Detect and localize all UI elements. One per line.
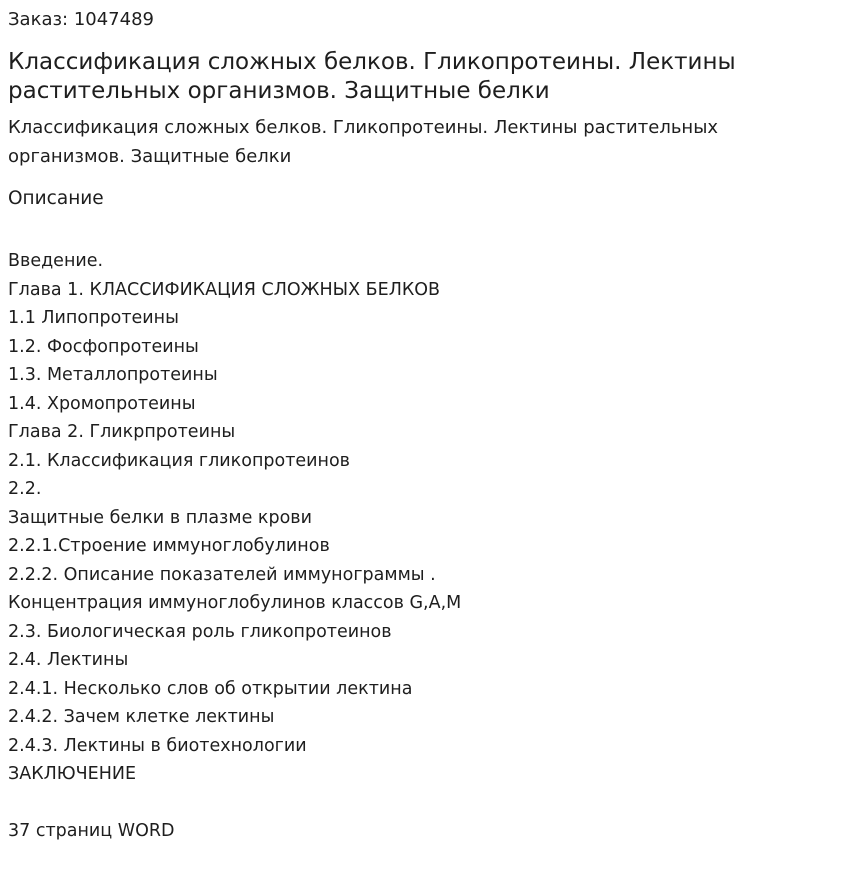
toc-item: 2.4.2. Зачем клетке лектины bbox=[8, 707, 275, 727]
toc-item: Введение. bbox=[8, 251, 104, 271]
toc-item: 2.4.1. Несколько слов об открытии лектина bbox=[8, 678, 413, 699]
page-title: Классификация сложных белков. Гликопротеины. Лектины растительных организмов. Защитные белки bbox=[8, 49, 736, 104]
toc-item: 1.1 Липопротеины bbox=[8, 308, 179, 328]
page-count: 37 страниц WORD bbox=[8, 821, 175, 841]
toc-item: 1.3. Металлопротеины bbox=[8, 365, 218, 385]
toc-item: 2.2.1.Строение иммуноглобулинов bbox=[8, 536, 330, 556]
toc-item: 2.3. Биологическая роль гликопротеинов bbox=[8, 621, 392, 642]
order-number: Заказ: 1047489 bbox=[8, 9, 154, 30]
toc-item: Глава 1. КЛАССИФИКАЦИЯ СЛОЖНЫХ БЕЛКОВ bbox=[8, 279, 441, 300]
toc-item: Защитные белки в плазме крови bbox=[8, 507, 312, 528]
toc-item: ЗАКЛЮЧЕНИЕ bbox=[8, 764, 137, 784]
toc-item: 2.4.3. Лектины в биотехнологии bbox=[8, 735, 307, 756]
toc-item: 1.4. Хромопротеины bbox=[8, 393, 196, 414]
description-heading: Описание bbox=[8, 188, 104, 209]
toc-item: Глава 2. Гликрпротеины bbox=[8, 422, 236, 442]
page-subtitle: Классификация сложных белков. Гликопротеины. Лектины растительных организмов. Защитные белки bbox=[8, 117, 719, 167]
toc-item: Концентрация иммуноглобулинов классов G,A,M bbox=[8, 593, 462, 613]
table-of-contents bbox=[8, 247, 461, 789]
toc-item: 2.1. Классификация гликопротеинов bbox=[8, 450, 350, 471]
toc-item: 2.4. Лектины bbox=[8, 650, 129, 670]
toc-item: 1.2. Фосфопротеины bbox=[8, 336, 199, 357]
toc-item: 2.2. bbox=[8, 479, 42, 499]
toc-item: 2.2.2. Описание показателей иммунограммы . bbox=[8, 564, 436, 585]
